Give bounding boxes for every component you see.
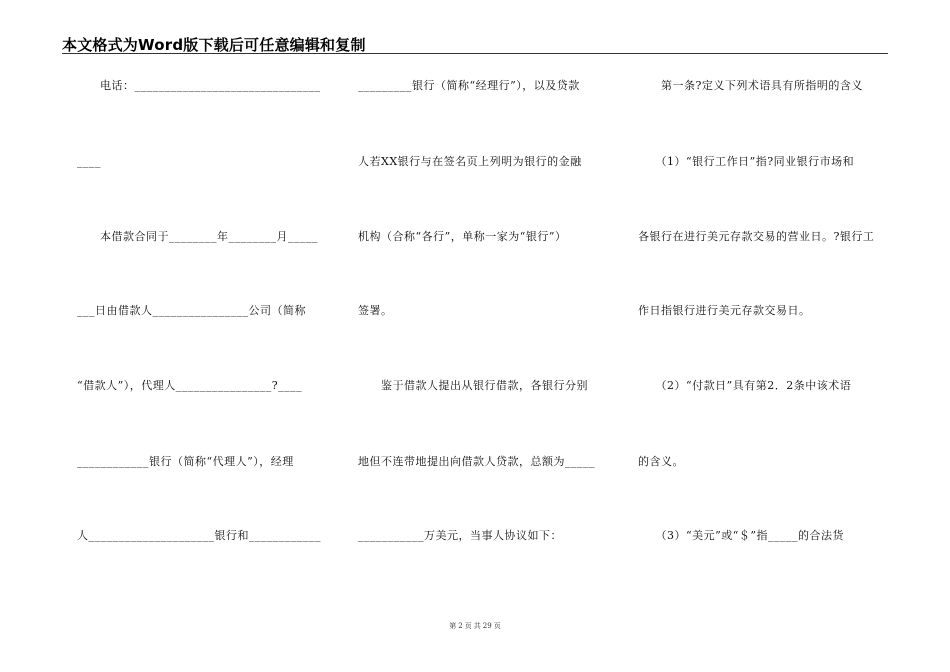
text-line: 作日指银行进行美元存款交易日。 bbox=[638, 304, 811, 317]
text-line: （2）“付款日”具有第2．2条中该术语 bbox=[638, 379, 852, 392]
text-line: ____ bbox=[77, 155, 101, 168]
text-line: ____________银行（简称“代理人”），经理 bbox=[77, 455, 294, 468]
text-line: ___________万美元，当事人协议如下： bbox=[358, 529, 562, 542]
text-line: （3）“美元”或“＄”指_____的合法货 bbox=[638, 529, 844, 542]
text-line: ___日由借款人________________公司（简称 bbox=[77, 304, 306, 317]
page-total: 29 bbox=[482, 622, 492, 630]
text-line: 机构（合称“各行”，单称一家为“银行”） bbox=[358, 230, 567, 243]
text-line: 鉴于借款人提出从银行借款，各银行分别 bbox=[358, 379, 588, 392]
text-line: 第一条?定义下列术语具有所指明的含义 bbox=[638, 79, 863, 92]
text-line: 人_____________________银行和____________ bbox=[77, 529, 321, 542]
header-divider bbox=[62, 53, 888, 54]
page-mid2: 共 bbox=[473, 622, 481, 630]
page-number-footer bbox=[0, 621, 950, 631]
text-line: 人若XX银行与在签名页上列明为银行的金融 bbox=[358, 155, 582, 168]
document-header-title: 本文格式为Word版下载后可任意编辑和复制 bbox=[62, 36, 366, 54]
text-line: 的含义。 bbox=[638, 455, 684, 468]
page-mid1: 页 bbox=[464, 622, 472, 630]
text-line: （1）“银行工作日”指?同业银行市场和 bbox=[638, 155, 855, 168]
page-current: 2 bbox=[458, 622, 463, 630]
text-line: 电话：_______________________________ bbox=[77, 79, 321, 92]
page-suffix: 页 bbox=[493, 622, 501, 630]
text-line: 各银行在进行美元存款交易的营业日。?银行工 bbox=[638, 230, 875, 243]
page-prefix: 第 bbox=[449, 622, 457, 630]
text-line: 签署。 bbox=[358, 304, 393, 317]
text-line: _________银行（简称“经理行”），以及贷款 bbox=[358, 79, 580, 92]
text-line: 本借款合同于________年________月_____ bbox=[77, 230, 318, 243]
text-line: “借款人”），代理人________________?____ bbox=[77, 379, 303, 392]
text-line: 地但不连带地提出向借款人贷款，总额为_____ bbox=[358, 455, 595, 468]
